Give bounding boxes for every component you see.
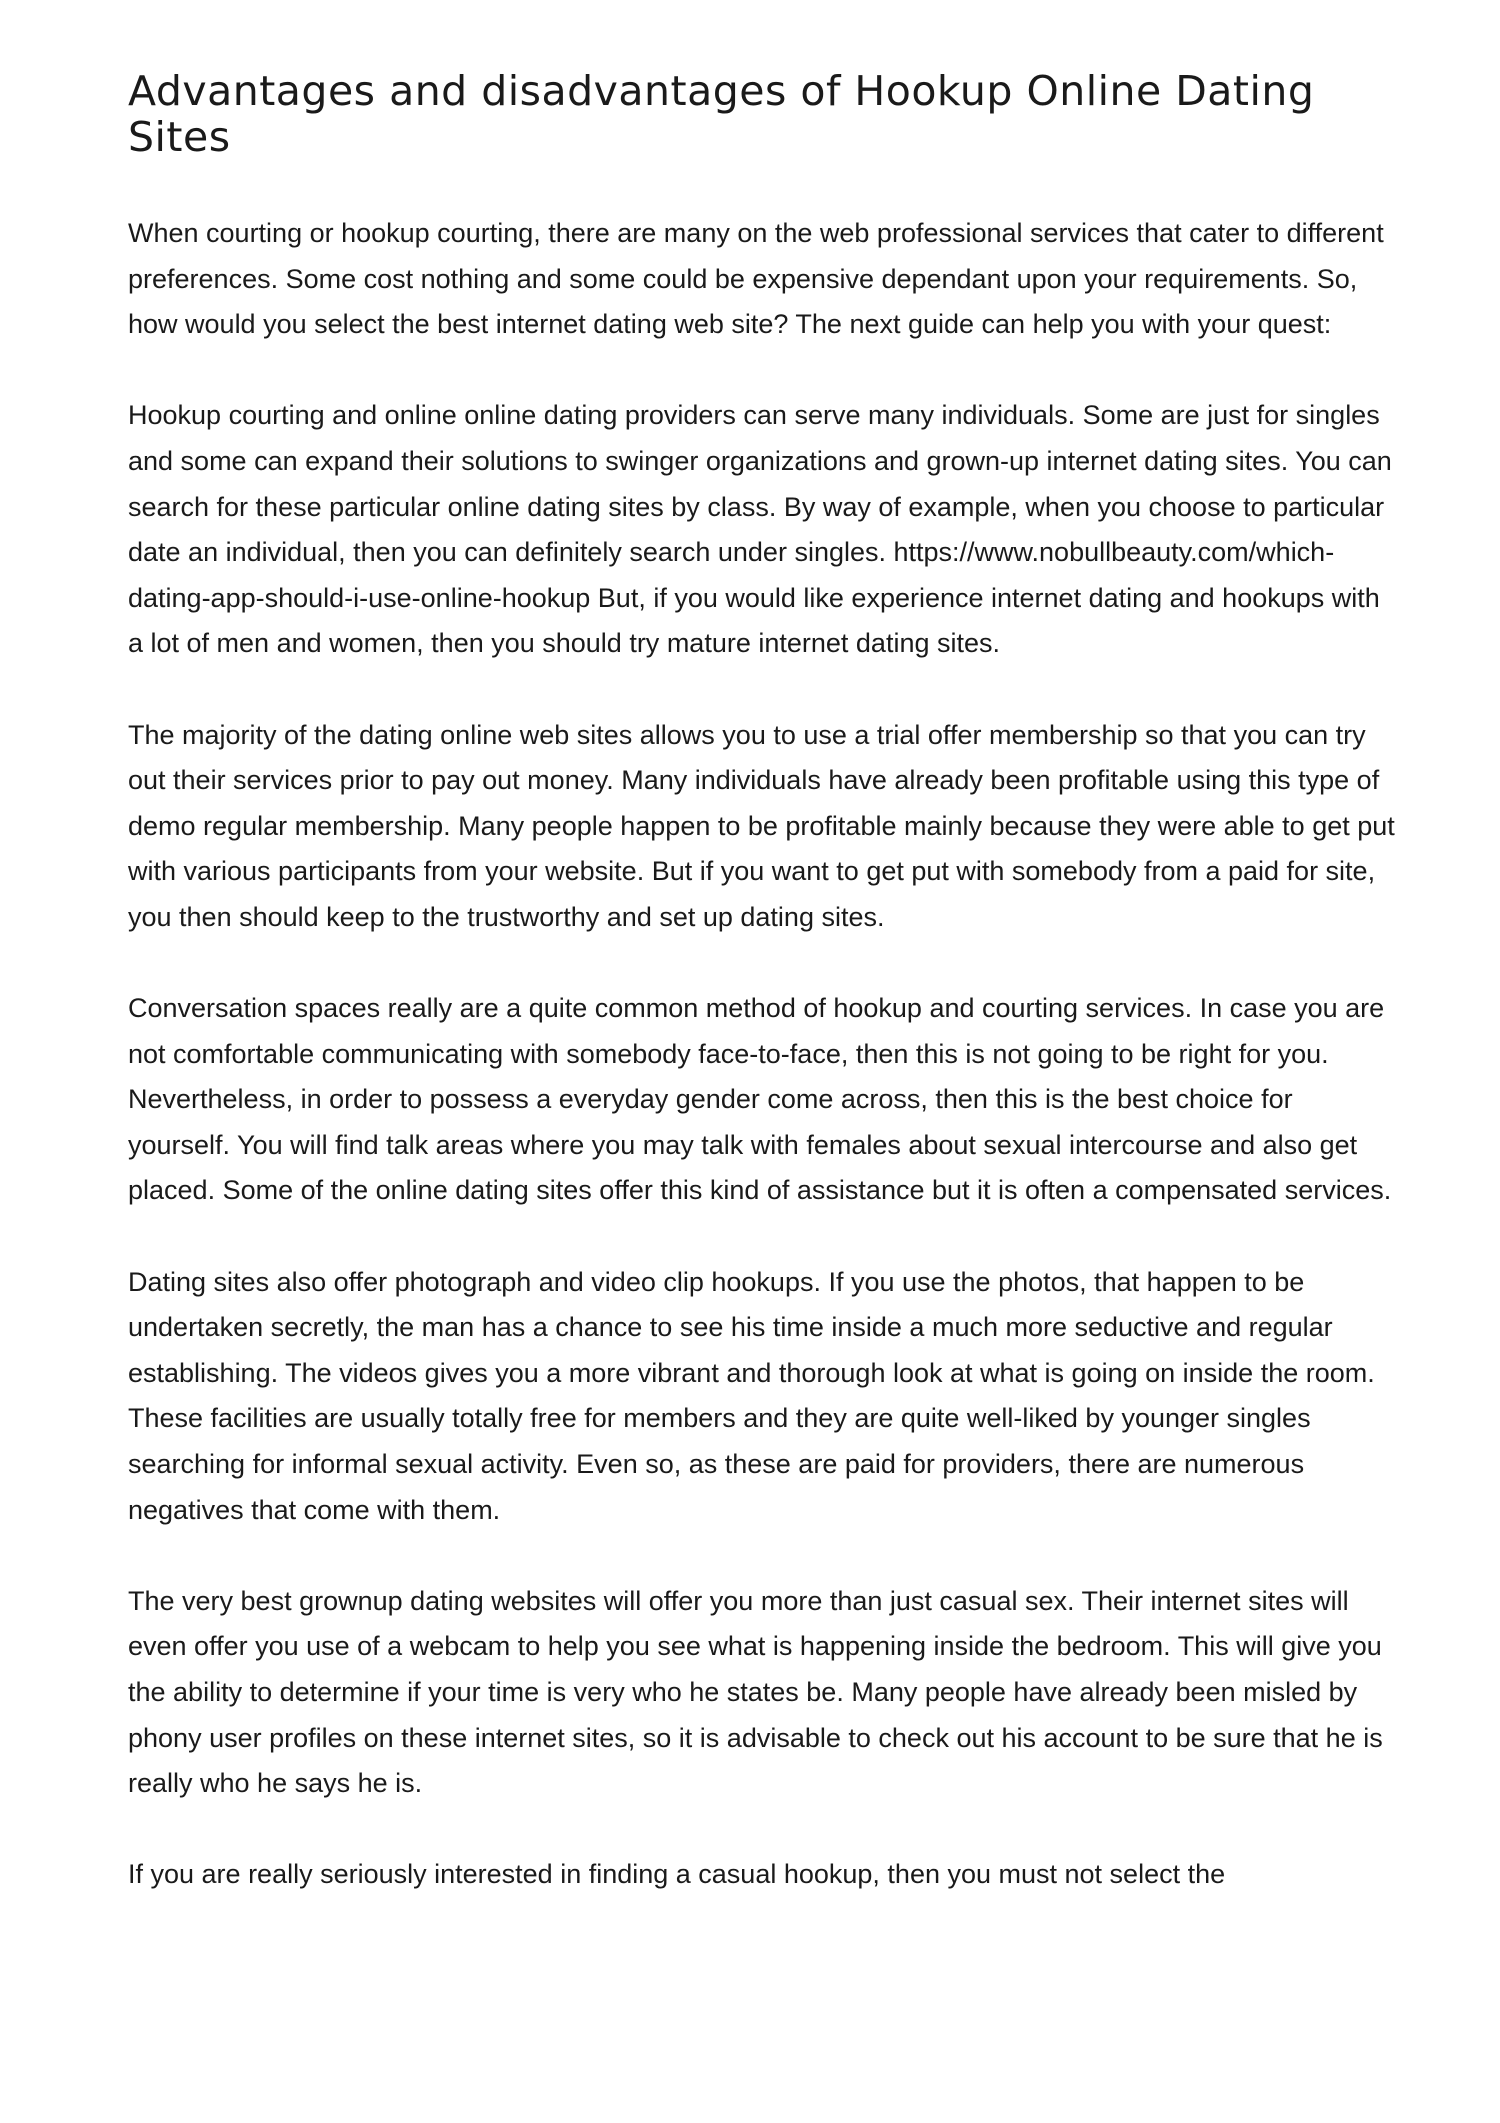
document-body	[128, 211, 1398, 1944]
paragraph-4: Conversation spaces really are a quite common method of hookup and courting services. In case you are not comfortable communicating with somebody face-to-face, then this is not going to be right for you. Nevertheless, in order to possess a everyday gender come across, then this is the best choice for yourself. You will find talk areas where you may talk with females about sexual intercourse and also get placed. Some of the online dating sites offer this kind of assistance but it is often a compensated services.	[128, 993, 1392, 1206]
paragraph-6: The very best grownup dating websites will offer you more than just casual sex. Their internet sites will even offer you use of a webcam to help you see what is happening inside the bedroom. This will give you the ability to determine if your time is very who he states be. Many people have already been misled by phony user profiles on these internet sites, so it is advisable to check out his account to be sure that he is really who he says he is.	[128, 1585, 1383, 1799]
paragraph-5: Dating sites also offer photograph and video clip hookups. If you use the photos, that happen to be undertaken secretly, the man has a chance to see his time inside a much more seductive and regular establishing. The videos gives you a more vibrant and thorough look at what is going on inside the room. These facilities are usually totally free for members and they are quite well-liked by younger singles searching for informal sexual activity. Even so, as these are paid for providers, there are numerous negatives that come with them.	[128, 1266, 1375, 1525]
document-title: Advantages and disadvantages of Hookup Online Dating Sites	[128, 67, 1315, 161]
paragraph-3: The majority of the dating online web sites allows you to use a trial offer membership so that you can try out their services prior to pay out money. Many individuals have already been profitable using this type of demo regular membership. Many people happen to be profitable mainly because they were able to get put with various participants from your website. But if you want to get put with somebody from a paid for site, you then should keep to the trustworthy and set up dating sites.	[128, 719, 1395, 932]
paragraph-1: When courting or hookup courting, there are many on the web professional services that cater to different preferences. Some cost nothing and some could be expensive dependant upon your requirements. So, how would you select the best internet dating web site? The next guide can help you with your quest:	[128, 218, 1384, 340]
paragraph-2: Hookup courting and online online dating providers can serve many individuals. Some are just for singles and some can expand their solutions to swinger organizations and grown-up internet dating sites. You can search for these particular online dating sites by class. By way of example, when you choose to particular date an individual, then you can definitely search under singles. https://www.nobullbeauty.com/which-dating-app-should-i-use-online-hookup But, if you would like experience internet dating and hookups with a lot of men and women, then you should try mature internet dating sites.	[128, 400, 1392, 659]
paragraph-7: If you are really seriously interested in finding a casual hookup, then you must not select the	[128, 1859, 1226, 1890]
